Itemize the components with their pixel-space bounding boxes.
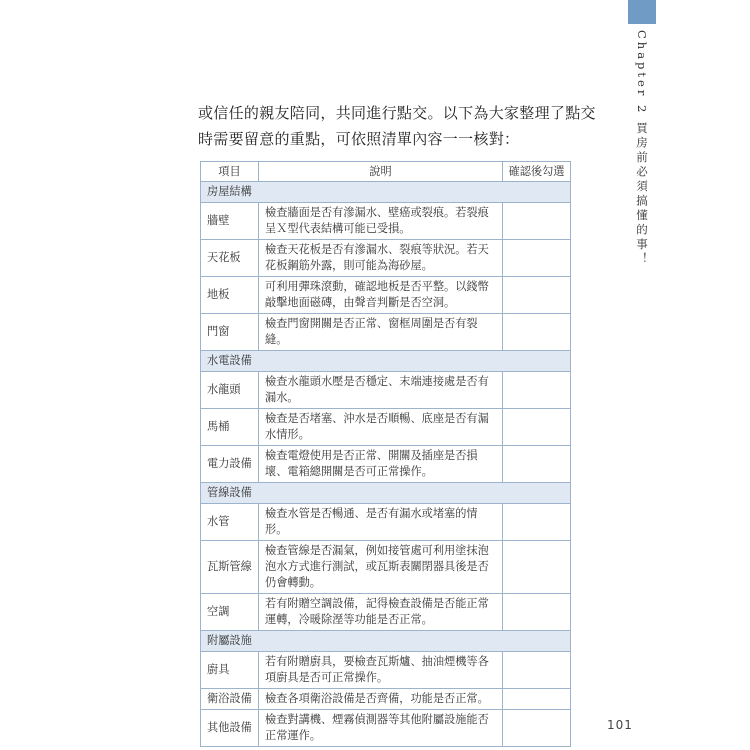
check-cell[interactable] (503, 372, 571, 409)
section-title: 房屋結構 (201, 182, 571, 203)
header-item: 項目 (201, 162, 259, 182)
item-name: 空調 (201, 594, 259, 631)
intro-paragraph: 或信任的親友陪同，共同進行點交。以下為大家整理了點交時需要留意的重點，可依照清單內容一一核對： (198, 104, 596, 148)
table-row (201, 652, 571, 689)
item-name: 牆壁 (201, 203, 259, 240)
check-cell[interactable] (503, 710, 571, 747)
table-row (201, 314, 571, 351)
section-title: 附屬設施 (201, 631, 571, 652)
item-description: 檢查水管是否暢通、是否有漏水或堵塞的情形。 (259, 504, 503, 541)
check-cell[interactable] (503, 652, 571, 689)
item-name: 水管 (201, 504, 259, 541)
item-description: 檢查水龍頭水壓是否穩定、末端連接處是否有漏水。 (259, 372, 503, 409)
table-row (201, 277, 571, 314)
item-name: 廚具 (201, 652, 259, 689)
item-name: 瓦斯管線 (201, 541, 259, 594)
section-row (201, 351, 571, 372)
inspection-checklist-table (200, 161, 571, 747)
item-name: 電力設備 (201, 446, 259, 483)
table-row (201, 446, 571, 483)
item-description: 檢查電燈使用是否正常、開關及插座是否損壞、電箱總開關是否可正常操作。 (259, 446, 503, 483)
section-row (201, 182, 571, 203)
section-row (201, 631, 571, 652)
page-number: 101 (607, 718, 633, 732)
item-description: 檢查各項衛浴設備是否齊備，功能是否正常。 (259, 689, 503, 710)
table-row (201, 710, 571, 747)
check-cell[interactable] (503, 240, 571, 277)
table-row (201, 689, 571, 710)
section-title: 水電設備 (201, 351, 571, 372)
item-description: 檢查牆面是否有滲漏水、壁癌或裂痕。若裂痕呈Ｘ型代表結構可能已受損。 (259, 203, 503, 240)
check-cell[interactable] (503, 409, 571, 446)
item-description: 檢查是否堵塞、沖水是否順暢、底座是否有漏水情形。 (259, 409, 503, 446)
chapter-tab-marker (628, 0, 656, 24)
item-description: 可利用彈珠滾動，確認地板是否平整。以錢幣敲擊地面磁磚，由聲音判斷是否空洞。 (259, 277, 503, 314)
table-header-row (201, 162, 571, 182)
section-title: 管線設備 (201, 483, 571, 504)
table-row (201, 372, 571, 409)
item-name: 天花板 (201, 240, 259, 277)
check-cell[interactable] (503, 314, 571, 351)
check-cell[interactable] (503, 203, 571, 240)
item-name: 門窗 (201, 314, 259, 351)
item-description: 檢查對講機、煙霧偵測器等其他附屬設施能否正常運作。 (259, 710, 503, 747)
check-cell[interactable] (503, 689, 571, 710)
item-description: 若有附贈空調設備，記得檢查設備是否能正常運轉，冷暖除溼等功能是否正常。 (259, 594, 503, 631)
check-cell[interactable] (503, 541, 571, 594)
chapter-title: Chapter 2 買房前必須搞懂的事！ (635, 30, 649, 267)
item-description: 若有附贈廚具，要檢查瓦斯爐、抽油煙機等各項廚具是否可正常操作。 (259, 652, 503, 689)
check-cell[interactable] (503, 504, 571, 541)
check-cell[interactable] (503, 277, 571, 314)
section-row (201, 483, 571, 504)
item-description: 檢查門窗開關是否正常、窗框周圍是否有裂縫。 (259, 314, 503, 351)
header-check: 確認後勾選 (503, 162, 571, 182)
check-cell[interactable] (503, 594, 571, 631)
table-row (201, 594, 571, 631)
item-name: 其他設備 (201, 710, 259, 747)
item-name: 水龍頭 (201, 372, 259, 409)
checklist-body (201, 182, 571, 747)
item-name: 馬桶 (201, 409, 259, 446)
item-description: 檢查天花板是否有滲漏水、裂痕等狀況。若天花板鋼筋外露，則可能為海砂屋。 (259, 240, 503, 277)
item-description: 檢查管線是否漏氣，例如接管處可利用塗抹泡泡水方式進行測試，或瓦斯表關閉器具後是否仍會轉動。 (259, 541, 503, 594)
item-name: 衛浴設備 (201, 689, 259, 710)
table-row (201, 504, 571, 541)
table-row (201, 409, 571, 446)
table-row (201, 240, 571, 277)
table-row (201, 203, 571, 240)
item-name: 地板 (201, 277, 259, 314)
header-description: 說明 (259, 162, 503, 182)
check-cell[interactable] (503, 446, 571, 483)
table-row (201, 541, 571, 594)
